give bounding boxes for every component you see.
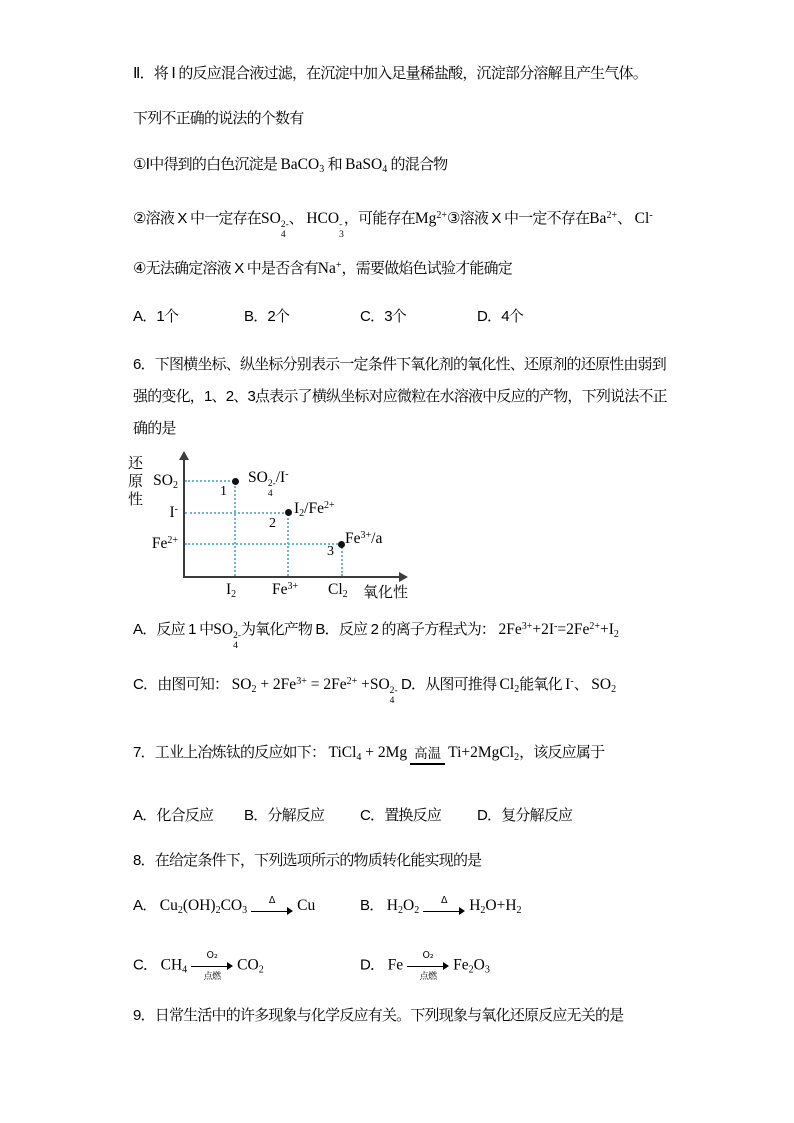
x-axis-line bbox=[183, 576, 401, 578]
q7-option-c: C．置换反应 bbox=[360, 807, 442, 824]
q5-statement-4: ④无法确定溶液 X 中是否含有Na+，需要做焰色试验才能确定 bbox=[133, 260, 512, 277]
q7-stem: 7．工业上冶炼钛的反应如下： TiCl$_4$ + 2Mg 高温 Ti+2MgCl$_2$，该反应属于 bbox=[133, 744, 605, 763]
x-axis-title: 氧化性 bbox=[363, 584, 409, 601]
q8-stem: 8．在给定条件下，下列选项所示的物质转化能实现的是 bbox=[133, 852, 482, 869]
guide-line-v3 bbox=[341, 544, 343, 576]
guide-line-v1 bbox=[234, 481, 236, 576]
point-number-2: 2 bbox=[269, 516, 276, 531]
y-tick-fe2: $Fe^{2+}$ bbox=[151, 535, 178, 552]
guide-line-h3 bbox=[185, 543, 341, 545]
point-number-1: 1 bbox=[220, 484, 227, 499]
q6-stem-line-1: 6．下图横坐标、纵坐标分别表示一定条件下氧化剂的氧化性、还原剂的还原性由弱到 bbox=[133, 356, 666, 373]
q7-option-a: A．化合反应 bbox=[133, 807, 214, 824]
q5-option-b: B．2个 bbox=[244, 308, 290, 325]
q8-option-c: C． $CH_4$ O₂ 点燃 $CO_2$ bbox=[133, 950, 264, 981]
guide-line-h2 bbox=[185, 512, 288, 514]
q5-option-d: D．4个 bbox=[477, 308, 523, 325]
y-axis-line bbox=[183, 459, 185, 578]
q8-option-d: D． Fe O₂ 点燃 $Fe_2O_3$ bbox=[360, 950, 490, 981]
y-tick-i: I- bbox=[169, 504, 178, 521]
x-tick-i2: $I_2$ bbox=[226, 581, 237, 600]
q8-option-b: B． $H_2O_2$ Δ $H_2O+H_2$ bbox=[360, 895, 522, 916]
q8-option-a: A． $Cu_2(OH)_2CO_3$ Δ Cu bbox=[133, 895, 316, 916]
q5-stem-line-2: Ⅱ．将 Ⅰ 的反应混合液过滤，在沉淀中加入足量稀盐酸，沉淀部分溶解且产生气体。 bbox=[133, 65, 647, 82]
figure-q6-redox-diagram bbox=[122, 453, 434, 615]
point-label-3: $Fe^{3+}/a$ bbox=[345, 530, 383, 547]
q7-option-b: B．分解反应 bbox=[244, 807, 325, 824]
q6-stem-line-3: 确的是 bbox=[133, 420, 176, 437]
q6-option-cd: C．由图可知： $SO_2 + 2Fe^{3+} = 2Fe^{2+} +SO$ 2- 4 D．从图可推得 $Cl_2$能氧化 I-、 $SO_2$ bbox=[133, 676, 617, 706]
x-tick-fe3: $Fe^{3+}$ bbox=[272, 581, 299, 598]
q7-option-d: D．复分解反应 bbox=[477, 807, 573, 824]
point-label-2: $I_2/Fe^{2+}$ bbox=[294, 500, 335, 519]
q5-prompt: 下列不正确的说法的个数有 bbox=[133, 110, 304, 127]
x-tick-cl2: $Cl_2$ bbox=[328, 581, 348, 600]
y-tick-so2: $SO_2$ bbox=[153, 472, 178, 491]
guide-line-v2 bbox=[287, 513, 289, 576]
q6-option-ab: A．反应 1 中SO 2- 4 为氧化产物 B．反应 2 的离子方程式为： $2Fe^{3+}+2I^-=2Fe^{2+}+I_2$ bbox=[133, 621, 619, 651]
q9-stem: 9．日常生活中的许多现象与化学反应有关。下列现象与氧化还原反应无关的是 bbox=[133, 1007, 624, 1024]
point-label-1: SO 2- 4 /I- bbox=[248, 469, 289, 499]
data-point-3 bbox=[338, 541, 345, 548]
q5-statement-2-3: ②溶液 X 中一定存在SO 2- 4 、 HCO - 3 ，可能存在$Mg^{2+}③$溶液 X 中一定不存在$Ba^{2+}$、 Cl- bbox=[133, 210, 653, 240]
q5-option-c: C．3个 bbox=[360, 308, 406, 325]
point-number-3: 3 bbox=[327, 544, 334, 559]
data-point-2 bbox=[285, 509, 292, 516]
y-axis-title: 还原性 bbox=[127, 455, 143, 508]
data-point-1 bbox=[232, 478, 239, 485]
q5-option-a: A．1个 bbox=[133, 308, 179, 325]
q5-statement-1: ①Ⅰ中得到的白色沉淀是 BaCO$_3$ 和 BaSO$_4$ 的混合物 bbox=[133, 156, 448, 175]
guide-line-h1 bbox=[185, 480, 234, 482]
q6-stem-line-2: 强的变化，1、2、3点表示了横纵坐标对应微粒在水溶液中反应的产物，下列说法不正 bbox=[133, 388, 667, 405]
